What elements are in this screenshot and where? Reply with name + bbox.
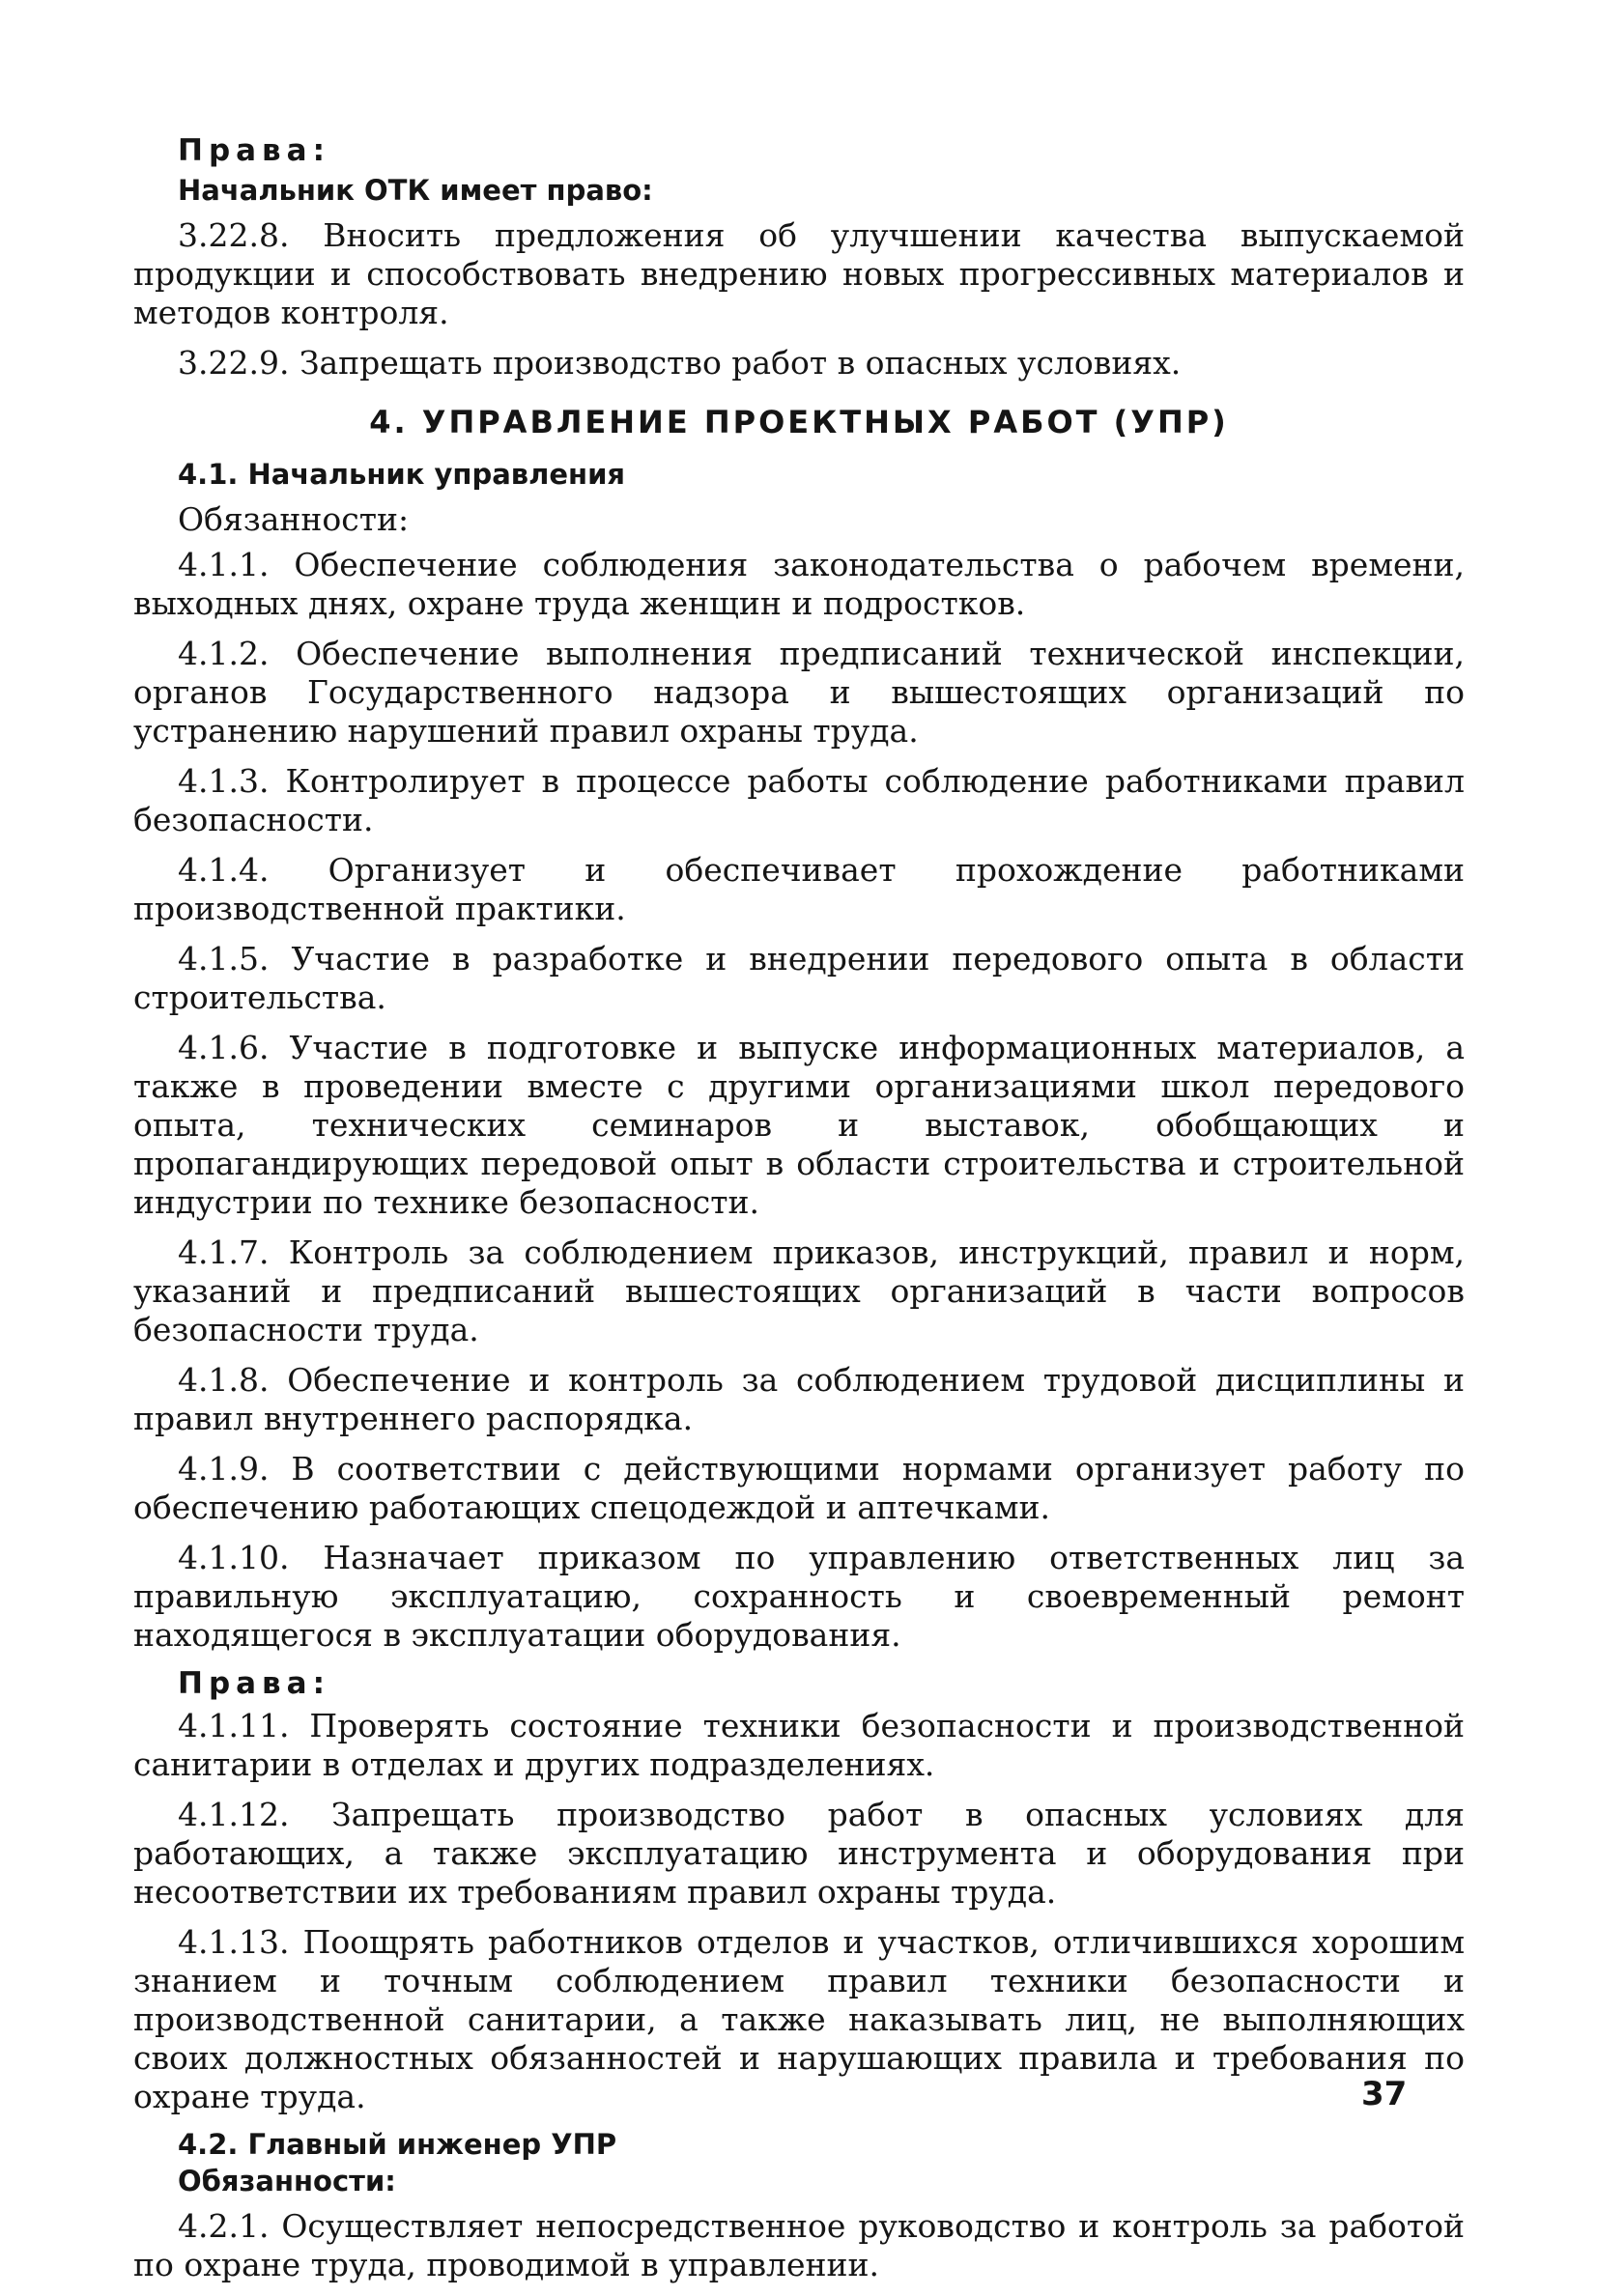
duty-item: 4.1.3. Контролирует в процессе работы соблюдение работниками правил безопасности. — [133, 762, 1465, 838]
rights-item: 4.1.12. Запрещать производство работ в опасных условиях для работающих, а также эксплуатацию инструмента и оборудования при несоответствии их требованиям правил охраны труда. — [133, 1796, 1465, 1911]
duty-item: 4.1.7. Контроль за соблюдением приказов, инструкций, правил и норм, указаний и предписаний вышестоящих организаций в части вопросов безопасности труда. — [133, 1233, 1465, 1348]
item-3-22-9: 3.22.9. Запрещать производство работ в опасных условиях. — [178, 344, 1182, 382]
subsection-title-head: 4.1. Начальник управления — [178, 458, 626, 491]
duty-item: 4.1.4. Организует и обеспечивает прохождение работниками производственной практики. — [133, 851, 1465, 927]
rights-label: Права: — [178, 1666, 330, 1701]
rights-heading: Права: — [178, 133, 330, 168]
duty-item: 4.1.10. Назначает приказом по управлению ответственных лиц за правильную эксплуатацию, сохранность и своевременный ремонт находящегося в эксплуатации оборудования. — [133, 1539, 1465, 1654]
duty-item: 4.1.8. Обеспечение и контроль за соблюдением трудовой дисциплины и правил внутреннего распорядка. — [133, 1361, 1465, 1437]
section-title: 4. УПРАВЛЕНИЕ ПРОЕКТНЫХ РАБОТ (УПР) — [369, 404, 1229, 440]
duty-item: 4.1.2. Обеспечение выполнения предписаний технической инспекции, органов Государственного надзора и вышестоящих организаций по устранению нарушений правил охраны труда. — [133, 635, 1465, 750]
rights-subheading: Начальник ОТК имеет право: — [178, 174, 653, 207]
duty-item: 4.1.9. В соответствии с действующими нормами организует работу по обеспечению работающих спецодеждой и аптечками. — [133, 1450, 1465, 1526]
duty-item: 4.1.6. Участие в подготовке и выпуске информационных материалов, а также в проведении вместе с другими организациями школ передового опыта, технических семинаров и выставок, обобщающих и пропагандирующих передовой опыт в области строительства и строительной индустрии по технике безопасности. — [133, 1029, 1465, 1221]
page-number: 37 — [1361, 2075, 1408, 2113]
page-content — [133, 133, 1465, 2296]
chief-duties-label: Обязанности: — [178, 2165, 396, 2197]
chief-duty-item: 4.2.1. Осуществляет непосредственное руководство и контроль за работой по охране труда, проводимой в управлении. — [133, 2207, 1465, 2283]
subsection-title-chief: 4.2. Главный инженер УПР — [178, 2128, 617, 2161]
rights-item: 4.1.11. Проверять состояние техники безопасности и производственной санитарии в отделах и других подразделениях. — [133, 1707, 1465, 1783]
item-3-22-8: 3.22.8. Вносить предложения об улучшении качества выпускаемой продукции и способствовать внедрению новых прогрессивных материалов и методов контроля. — [133, 216, 1465, 331]
duties-label: Обязанности: — [178, 500, 410, 538]
duty-item: 4.1.5. Участие в разработке и внедрении передового опыта в области строительства. — [133, 940, 1465, 1016]
rights-item: 4.1.13. Поощрять работников отделов и участков, отличившихся хорошим знанием и точным соблюдением правил техники безопасности и производственной санитарии, а также наказывать лиц, не выполняющих своих должностных обязанностей и нарушающих правила и требования по охране труда. — [133, 1923, 1465, 2115]
duty-item: 4.1.1. Обеспечение соблюдения законодательства о рабочем времени, выходных днях, охране труда женщин и подростков. — [133, 546, 1465, 622]
